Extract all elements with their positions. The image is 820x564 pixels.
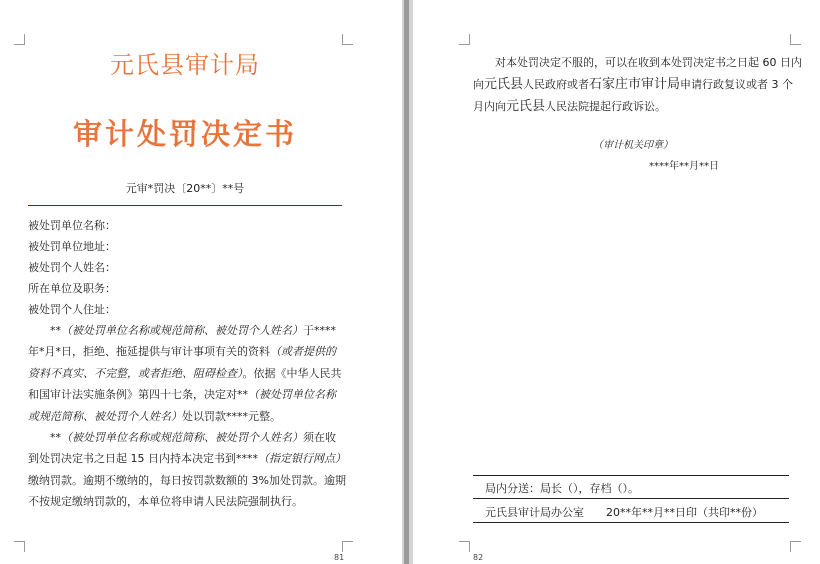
para1-g: 处以罚款****元整。 [182, 409, 281, 423]
para2-c: 须在收到处罚决定书之日起 15 日内持本决定书到**** [28, 431, 336, 466]
para2-b: （被处罚单位名称或规范简称、被处罚个人姓名） [61, 431, 303, 444]
page-number: 82 [473, 553, 484, 562]
document-title: 审计处罚决定书 [72, 117, 297, 151]
para1-b: （被处罚单位名称或规范简称、被处罚个人姓名） [61, 324, 303, 337]
para1-c: 于****年*月*日，拒绝、拖延提供与审计事项有关的资料 [28, 324, 336, 359]
appeal-a: 对本处罚决定不服的，可以在收到本处罚决定书之日起 60 日内向 [473, 56, 802, 91]
crop-mark-bottom-right [342, 541, 353, 552]
field-person-name: 被处罚个人姓名： [28, 261, 116, 274]
page-number: 81 [334, 553, 345, 562]
appeal-d: 石家庄市审计局 [589, 77, 681, 92]
distribution-top-rule [473, 475, 789, 476]
crop-mark-top-right [790, 34, 801, 45]
red-divider [28, 205, 342, 206]
crop-mark-top-right [342, 34, 353, 45]
document-page-right [413, 0, 820, 564]
field-unit-position: 所在单位及职务： [28, 282, 116, 295]
appeal-g: 人民法院提起行政诉讼。 [545, 100, 667, 113]
para1-a: ** [50, 324, 61, 337]
document-page-left [0, 0, 402, 564]
crop-mark-bottom-left [459, 541, 470, 552]
field-person-address: 被处罚个人住址： [28, 303, 116, 316]
internal-distribution: 局内分送：局长（），存档（）。 [485, 482, 639, 495]
para2-e: 缴纳罚款。逾期不缴纳的，每日按罚款数额的 3%加处罚款。逾期不按规定缴纳罚款的，本单位将申请人民法院强制执行。 [28, 473, 346, 509]
para1-d: （或者提供的资料不真实、不完整，或者拒绝、阻碍检查） [28, 345, 336, 380]
para1-e: 。依据《中华人民共和国审计法实施条例》第四十七条，决定对** [28, 366, 342, 402]
page-gutter [402, 0, 413, 564]
para1-f: （被处罚单位名称或规范简称、被处罚个人姓名） [28, 388, 336, 423]
penalty-paragraph [28, 320, 346, 427]
crop-mark-bottom-left [14, 541, 25, 552]
document-number: 元审*罚决〔20**〕**号 [125, 182, 245, 195]
signature-date: ****年**月**日 [649, 161, 719, 172]
seal-placeholder: （审计机关印章） [593, 140, 673, 151]
issuing-office: 元氏县审计局办公室 [485, 506, 584, 519]
print-info: 20**年**月**日印（共印**份） [606, 506, 763, 519]
para2-a: ** [50, 431, 61, 444]
crop-mark-top-left [14, 34, 25, 45]
payment-paragraph [28, 427, 346, 513]
crop-mark-top-left [459, 34, 470, 45]
appeal-paragraph [473, 52, 803, 118]
crop-mark-bottom-right [790, 541, 801, 552]
distribution-middle-rule [473, 498, 789, 499]
appeal-b: 元氏县 [484, 77, 524, 92]
appeal-e: 申请行政复议或者 3 个月内向 [473, 78, 794, 113]
appeal-f: 元氏县 [506, 99, 546, 114]
appeal-c: 人民政府或者 [523, 78, 590, 91]
field-unit-name: 被处罚单位名称： [28, 219, 116, 232]
org-title: 元氏县审计局 [110, 51, 260, 79]
field-unit-address: 被处罚单位地址： [28, 240, 116, 253]
distribution-bottom-rule [473, 522, 789, 523]
para2-d: （指定银行网点） [258, 452, 346, 466]
